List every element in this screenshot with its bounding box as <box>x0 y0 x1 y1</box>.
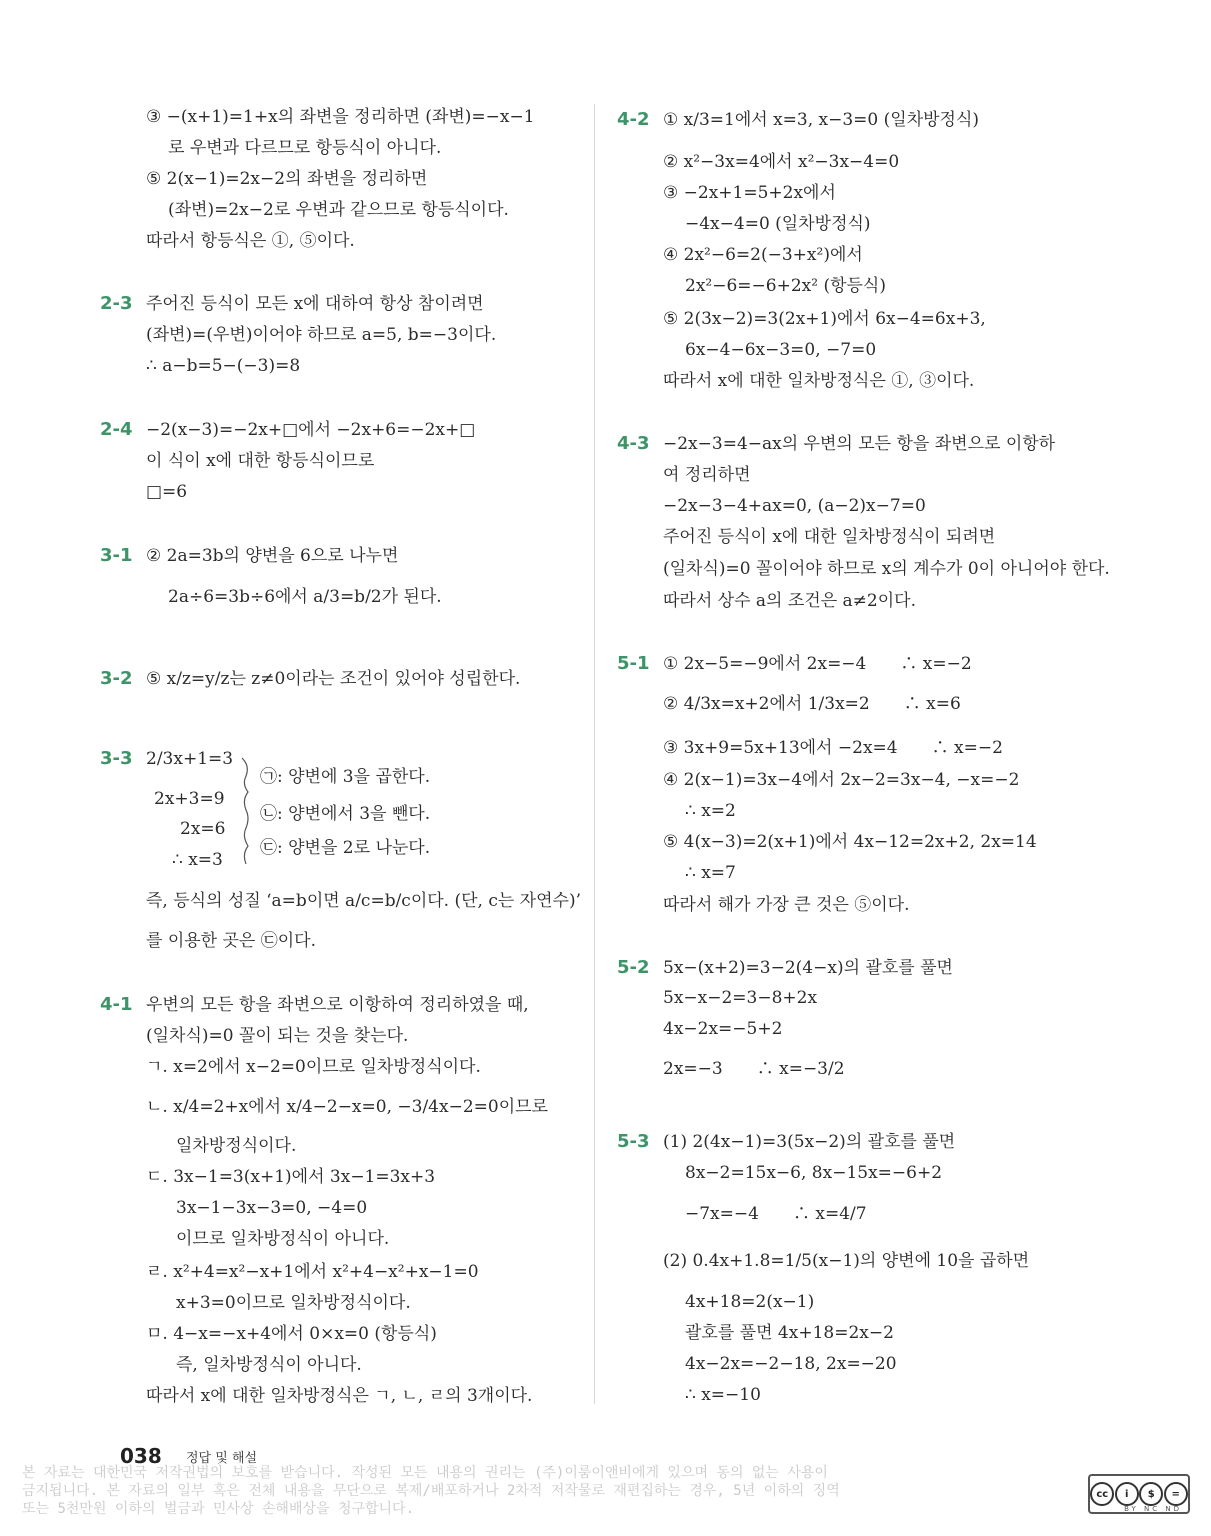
solution-line: ④ 2(x−1)=3x−4에서 2x−2=3x−4, −x=−2 <box>663 770 1020 790</box>
problem-label: 4-3 <box>617 433 650 454</box>
problem-label: 3-1 <box>100 545 133 566</box>
solution-line: ㄱ. x=2에서 x−2=0이므로 일차방정식이다. <box>146 1057 481 1077</box>
problem-label: 2-4 <box>100 419 133 440</box>
solution-line: 3x−1−3x−3=0, −4=0 <box>176 1198 368 1218</box>
solution-line: −2x−3−4+ax=0, (a−2)x−7=0 <box>663 496 926 516</box>
problem-label: 5-1 <box>617 653 650 674</box>
solution-line: ③ −(x+1)=1+x의 좌변을 정리하면 (좌변)=−x−1 <box>146 107 535 127</box>
solution-line: 5x−(x+2)=3−2(4−x)의 괄호를 풀면 <box>663 958 953 978</box>
solution-line: 따라서 x에 대한 일차방정식은 ①, ③이다. <box>663 371 975 391</box>
solution-line: 2x²−6=−6+2x² (항등식) <box>685 276 886 296</box>
solution-line: −4x−4=0 (일차방정식) <box>685 214 871 234</box>
solution-line: ⑤ 4(x−3)=2(x+1)에서 4x−12=2x+2, 2x=14 <box>663 832 1037 852</box>
brace-group <box>240 756 252 866</box>
solution-line: ∴ a−b=5−(−3)=8 <box>146 356 301 376</box>
problem-label: 5-3 <box>617 1131 650 1152</box>
solution-line: 일차방정식이다. <box>176 1136 297 1156</box>
solution-line: ㉠: 양변에 3을 곱한다. <box>260 767 431 787</box>
solution-line: −2x−3=4−ax의 우변의 모든 항을 좌변으로 이항하 <box>663 434 1056 454</box>
solution-line: 4x−2x=−2−18, 2x=−20 <box>685 1354 897 1374</box>
solution-line: ∴ x=7 <box>685 863 736 883</box>
solution-line: 2x=6 <box>180 819 226 839</box>
solution-line: ③ −2x+1=5+2x에서 <box>663 183 836 203</box>
nc-icon: $ <box>1139 1482 1163 1506</box>
solution-line: 2a÷6=3b÷6에서 a/3=b/2가 된다. <box>168 587 442 607</box>
solution-line: (일차식)=0 꼴이 되는 것을 찾는다. <box>146 1026 409 1046</box>
solution-line: ① 2x−5=−9에서 2x=−4 ∴ x=−2 <box>663 654 972 674</box>
solution-line: ① x/3=1에서 x=3, x−3=0 (일차방정식) <box>663 110 980 130</box>
license-text: BY NC ND <box>1124 1505 1182 1513</box>
solution-line: ⑤ x/z=y/z는 z≠0이라는 조건이 있어야 성립한다. <box>146 669 521 689</box>
problem-label: 5-2 <box>617 957 650 978</box>
watermark-line: 금지됩니다. 본 자료의 일부 혹은 전체 내용을 무단으로 복제/배포하거나 2차적 저작물로 재편집하는 경우, 5년 이하의 징역 <box>22 1483 840 1499</box>
solution-line: x+3=0이므로 일차방정식이다. <box>176 1293 411 1313</box>
solution-line: −7x=−4 ∴ x=4/7 <box>685 1204 867 1224</box>
solution-line: 즉, 일차방정식이 아니다. <box>176 1355 362 1375</box>
problem-label: 3-3 <box>100 748 133 769</box>
cc-icon: cc <box>1090 1482 1114 1506</box>
solution-line: (좌변)=2x−2로 우변과 같으므로 항등식이다. <box>168 200 509 220</box>
solution-line: 즉, 등식의 성질 ‘a=b이면 a/c=b/c이다. (단, c는 자연수)’ <box>146 891 581 911</box>
solution-line: 여 정리하면 <box>663 465 751 485</box>
solution-line: 주어진 등식이 모든 x에 대하여 항상 참이려면 <box>146 294 484 314</box>
brace-icon <box>240 756 252 866</box>
solution-line: 4x+18=2(x−1) <box>685 1292 815 1312</box>
solution-line: (좌변)=(우변)이어야 하므로 a=5, b=−3이다. <box>146 325 497 345</box>
solution-line: 따라서 상수 a의 조건은 a≠2이다. <box>663 591 916 611</box>
solution-line: ㄷ. 3x−1=3(x+1)에서 3x−1=3x+3 <box>146 1167 436 1187</box>
footer-title: 정답 및 해설 <box>186 1451 258 1466</box>
solution-line: 5x−x−2=3−8+2x <box>663 988 818 1008</box>
solution-line: ∴ x=3 <box>172 850 223 870</box>
solution-line: ⑤ 2(3x−2)=3(2x+1)에서 6x−4=6x+3, <box>663 309 986 329</box>
solution-line: ㄴ. x/4=2+x에서 x/4−2−x=0, −3/4x−2=0이므로 <box>146 1097 548 1117</box>
solution-line: ∴ x=2 <box>685 801 736 821</box>
solution-line: 로 우변과 다르므로 항등식이 아니다. <box>168 138 442 158</box>
solution-line: ㄹ. x²+4=x²−x+1에서 x²+4−x²+x−1=0 <box>146 1262 479 1282</box>
solution-line: □=6 <box>146 482 188 502</box>
solution-line: 2x+3=9 <box>154 789 225 809</box>
problem-label: 3-2 <box>100 668 133 689</box>
cc-license-badge <box>1088 1474 1190 1514</box>
solution-line: ② x²−3x=4에서 x²−3x−4=0 <box>663 152 900 172</box>
page-number: 038 <box>120 1444 162 1468</box>
solution-line: (2) 0.4x+1.8=1/5(x−1)의 양변에 10을 곱하면 <box>663 1251 1030 1271</box>
problem-label: 2-3 <box>100 293 133 314</box>
solution-line: ㉡: 양변에서 3을 뺀다. <box>260 804 431 824</box>
solution-line: 이 식이 x에 대한 항등식이므로 <box>146 451 375 471</box>
solution-line: 이므로 일차방정식이 아니다. <box>176 1229 390 1249</box>
solution-line: ㅁ. 4−x=−x+4에서 0×x=0 (항등식) <box>146 1324 437 1344</box>
solution-line: (일차식)=0 꼴이어야 하므로 x의 계수가 0이 아니어야 한다. <box>663 559 1110 579</box>
solution-line: 2/3x+1=3 <box>146 749 234 769</box>
solution-line: ② 4/3x=x+2에서 1/3x=2 ∴ x=6 <box>663 694 961 714</box>
solution-line: 주어진 등식이 x에 대한 일차방정식이 되려면 <box>663 527 996 547</box>
problem-label: 4-1 <box>100 994 133 1015</box>
watermark-line: 본 자료는 대한민국 저작권법의 보호를 받습니다. 작성된 모든 내용의 권리는 (주)이룸이앤비에게 있으며 동의 없는 사용이 <box>22 1465 828 1481</box>
solution-line: 따라서 항등식은 ①, ⑤이다. <box>146 231 355 251</box>
solution-line: 6x−4−6x−3=0, −7=0 <box>685 340 877 360</box>
problem-label: 4-2 <box>617 109 650 130</box>
solution-line: 2x=−3 ∴ x=−3/2 <box>663 1059 845 1079</box>
solution-line: ∴ x=−10 <box>685 1385 761 1405</box>
solution-line: ⑤ 2(x−1)=2x−2의 좌변을 정리하면 <box>146 169 428 189</box>
column-divider <box>594 104 595 1404</box>
solution-line: (1) 2(4x−1)=3(5x−2)의 괄호를 풀면 <box>663 1132 956 1152</box>
solution-line: 를 이용한 곳은 ㉢이다. <box>146 931 316 951</box>
solution-line: 8x−2=15x−6, 8x−15x=−6+2 <box>685 1163 943 1183</box>
copyright-watermark <box>22 1464 1082 1518</box>
solution-line: ④ 2x²−6=2(−3+x²)에서 <box>663 245 863 265</box>
solution-line: ㉢: 양변을 2로 나눈다. <box>260 838 431 858</box>
solution-line: 괄호를 풀면 4x+18=2x−2 <box>685 1323 894 1343</box>
solution-line: ③ 3x+9=5x+13에서 −2x=4 ∴ x=−2 <box>663 738 1003 758</box>
solution-line: 따라서 해가 가장 큰 것은 ⑤이다. <box>663 895 910 915</box>
solution-line: 4x−2x=−5+2 <box>663 1019 783 1039</box>
solution-line: ② 2a=3b의 양변을 6으로 나누면 <box>146 546 399 566</box>
solution-line: −2(x−3)=−2x+□에서 −2x+6=−2x+□ <box>146 420 476 440</box>
by-icon: i <box>1115 1482 1139 1506</box>
solution-line: 따라서 x에 대한 일차방정식은 ㄱ, ㄴ, ㄹ의 3개이다. <box>146 1386 533 1406</box>
watermark-line: 또는 5천만원 이하의 벌금과 민사상 손해배상을 청구합니다. <box>22 1501 415 1517</box>
solution-line: 우변의 모든 항을 좌변으로 이항하여 정리하였을 때, <box>146 995 529 1015</box>
nd-icon: = <box>1164 1482 1188 1506</box>
